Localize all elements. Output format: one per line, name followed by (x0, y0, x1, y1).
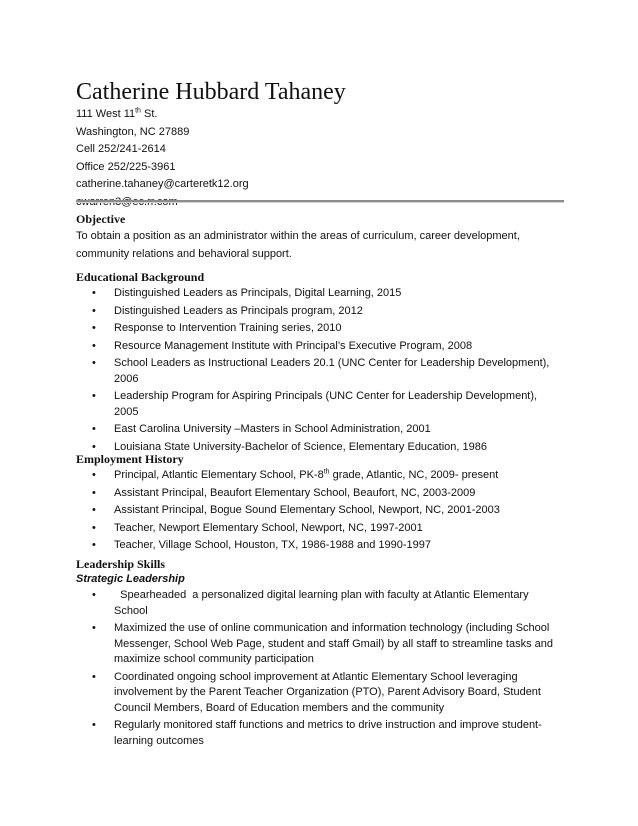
leadership-heading: Leadership Skills (76, 557, 166, 571)
objective-section (76, 212, 576, 263)
list-item: • Assistant Principal, Bogue Sound Elementary School, Newport, NC, 2001-2003 (76, 503, 576, 519)
list-item: • Maximized the use of online communication and information technology (including School Messenger, School Web Page, student and staff Gmail) by all staff to streamline tasks and maximize school community participation (76, 621, 554, 668)
cell-phone: Cell 252/241-2614 (76, 143, 166, 155)
contact-block (76, 106, 249, 211)
list-item: • Teacher, Village School, Houston, TX, 1986-1988 and 1990-1997 (76, 538, 576, 554)
list-item: • Assistant Principal, Beaufort Elementary School, Beaufort, NC, 2003-2009 (76, 486, 576, 502)
leadership-section (76, 557, 576, 751)
objective-heading: Objective (76, 212, 126, 226)
list-item: • Coordinated ongoing school improvement at Atlantic Elementary School leveraging involvement by the Parent Teacher Organization (PTO), Parent Advisory Board, Student Council Members, Board of Education members and the community (76, 670, 554, 717)
address-line-1: 111 West 11th St. (76, 107, 158, 120)
list-item: • Response to Intervention Training series, 2010 (76, 321, 576, 337)
objective-text: To obtain a position as an administrator within the areas of curriculum, career development, community relations and behavioral support. (76, 230, 520, 260)
list-item: • Resource Management Institute with Principal’s Executive Program, 2008 (76, 339, 576, 355)
employment-list (76, 468, 576, 554)
list-item: • Principal, Atlantic Elementary School, PK-8th grade, Atlantic, NC, 2009- present (76, 468, 576, 484)
leadership-list (76, 588, 576, 749)
leadership-subheading: Strategic Leadership (76, 573, 185, 585)
education-section (76, 270, 576, 457)
employment-section (76, 452, 576, 556)
education-heading: Educational Background (76, 270, 205, 284)
candidate-name: Catherine Hubbard Tahaney (76, 79, 346, 105)
education-list (76, 286, 576, 455)
list-item: • School Leaders as Instructional Leaders 20.1 (UNC Center for Leadership Development), 2006 (76, 356, 554, 387)
address-line-2: Washington, NC 27889 (76, 125, 190, 138)
list-item: • Spearheaded a personalized digital learning plan with faculty at Atlantic Elementary School (76, 588, 554, 619)
list-item: • Regularly monitored staff functions and metrics to drive instruction and improve student-learning outcomes (76, 718, 554, 749)
list-item: • East Carolina University –Masters in School Administration, 2001 (76, 422, 576, 438)
list-item: • Teacher, Newport Elementary School, Newport, NC, 1997-2001 (76, 521, 576, 537)
list-item: • Distinguished Leaders as Principals, Digital Learning, 2015 (76, 286, 576, 302)
email-primary[interactable]: catherine.tahaney@carteretk12.org (76, 178, 249, 190)
office-phone: Office 252/225-3961 (76, 160, 176, 173)
header-divider (76, 200, 564, 203)
list-item: • Leadership Program for Aspiring Principals (UNC Center for Leadership Development), 2005 (76, 389, 554, 420)
list-item: • Distinguished Leaders as Principals program, 2012 (76, 304, 576, 320)
list-item: • Louisiana State University-Bachelor of Science, Elementary Education, 1986 (76, 440, 576, 456)
employment-heading: Employment History (76, 452, 184, 466)
